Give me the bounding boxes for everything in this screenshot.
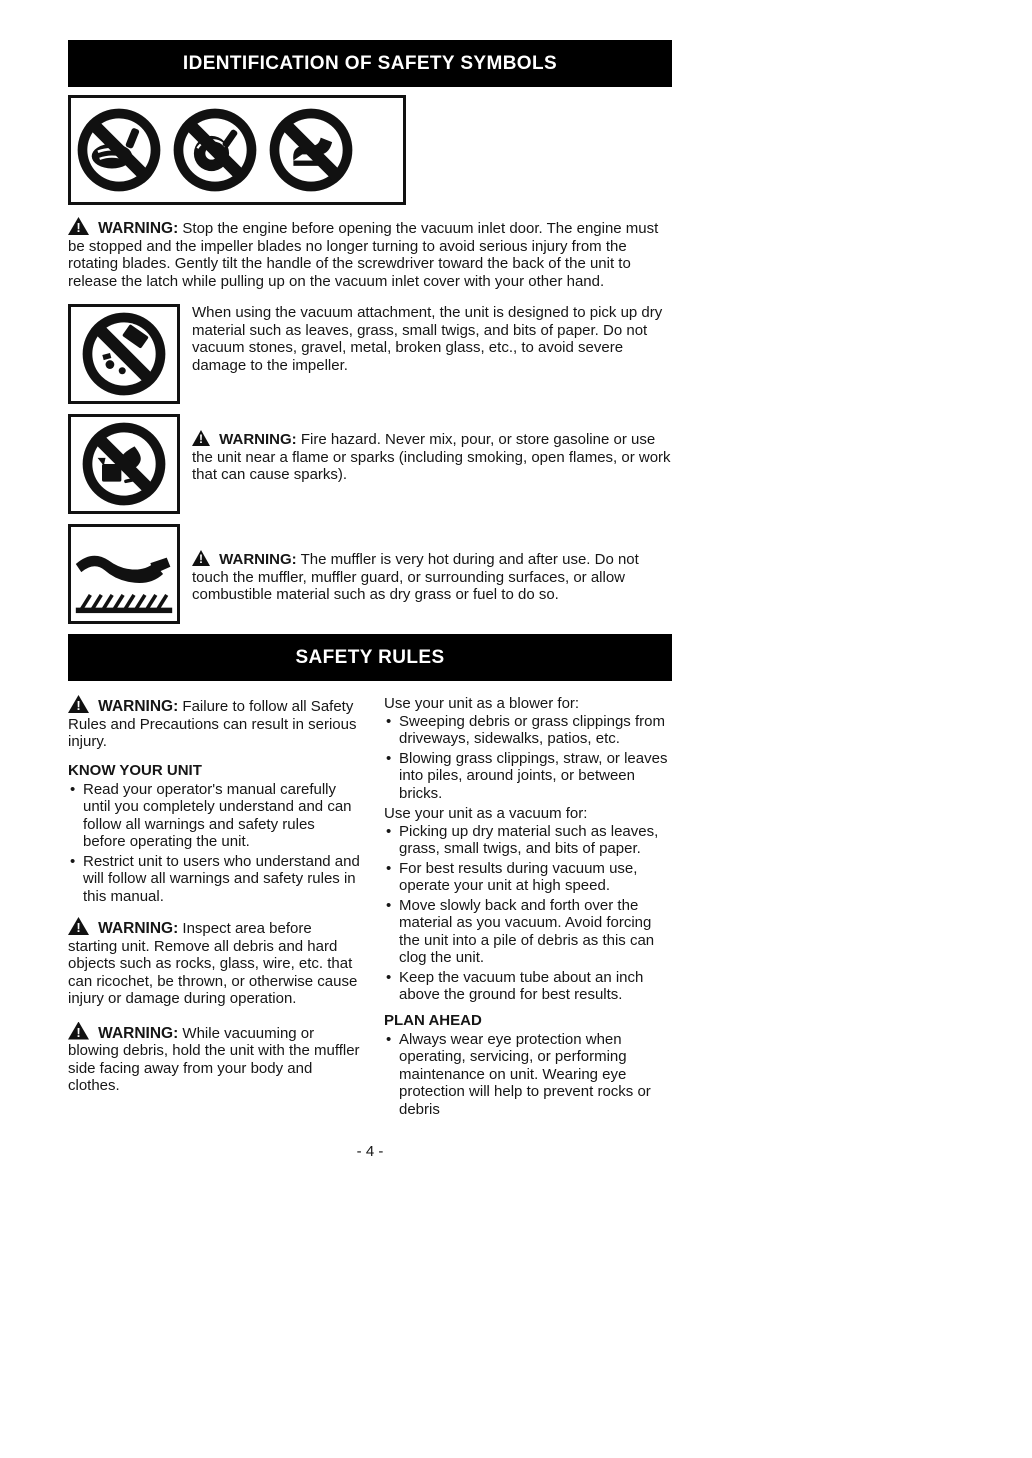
warning-text: Fire hazard. Never mix, pour, or store gasoline or use the unit near a flame or sparks (including smoking, open flames, or work that can cause sparks). — [192, 431, 671, 483]
page-number: - 4 - — [356, 1143, 384, 1160]
no-foot-near-blade-icon — [267, 106, 355, 194]
warning-label: WARNING: — [98, 1024, 179, 1042]
intro-warning-paragraph — [68, 217, 672, 290]
warning-triangle-icon — [192, 550, 210, 566]
safety-symbols-box — [68, 95, 406, 205]
list-item: • Read your operator's manual carefully until you completely understand and can follow all warnings and safety rules before operating the unit. — [68, 781, 360, 851]
symbol-row-hot-surface — [68, 524, 672, 624]
hot-surface-glyph — [74, 532, 174, 616]
vacuum-use-heading: Use your unit as a vacuum for: — [384, 805, 588, 822]
warning-text: While vacuuming or blowing debris, hold the unit with the muffler side facing away from your body and clothes. — [68, 1024, 360, 1094]
warning-triangle-icon — [192, 430, 210, 446]
no-flame-glyph — [80, 420, 168, 508]
plan-ahead-heading: PLAN AHEAD — [384, 1011, 482, 1029]
know-your-unit-heading: KNOW YOUR UNIT — [68, 761, 202, 779]
no-hand-near-blade-icon — [75, 106, 163, 194]
warning-label: WARNING: — [98, 698, 179, 715]
warning-triangle-icon — [68, 1022, 89, 1040]
vacuuming-warning-paragraph — [68, 1022, 360, 1095]
fire-warning-text — [192, 414, 672, 514]
plan-ahead-list — [384, 1031, 672, 1119]
hot-surface-icon — [68, 524, 180, 624]
warning-label: WARNING: — [98, 220, 179, 237]
inspect-warning-paragraph — [68, 917, 360, 1008]
warning-triangle-icon — [68, 695, 89, 713]
warning-label: WARNING: — [98, 920, 179, 937]
know-your-unit-list — [68, 781, 360, 906]
safety-rules-columns — [68, 695, 672, 1121]
warning-label: WARNING: — [219, 431, 297, 448]
blower-use-heading: Use your unit as a blower for: — [384, 695, 580, 712]
warning-triangle-icon — [68, 217, 89, 235]
list-item: • Keep the vacuum tube about an inch above the ground for best results. — [384, 969, 672, 1004]
warning-text: Stop the engine before opening the vacuum inlet door. The engine must be stopped and the impeller blades no longer turning to avoid serious injury from the rotating blades. Gently tilt the handle of the screwdriver toward the back of the unit to release the latch while pulling up on the vacuum inlet cover with your other hand. — [68, 220, 659, 290]
warning-text: The muffler is very hot during and after use. Do not touch the muffler, muffler guard, or surrounding surfaces, or allow combustible material such as dry grass or fuel to do so. — [192, 551, 639, 603]
warning-text: Failure to follow all Safety Rules and Precautions can result in serious injury. — [68, 698, 357, 750]
list-item: • Picking up dry material such as leaves, grass, small twigs, and bits of paper. — [384, 823, 672, 858]
list-item: • Move slowly back and forth over the material as you vacuum. Avoid forcing the unit into a pile of debris as this can clog the unit. — [384, 897, 672, 967]
vacuum-use-list — [384, 823, 672, 1004]
warning-label: WARNING: — [219, 551, 297, 568]
no-flame-icon — [68, 414, 180, 514]
symbol-row-vacuum — [68, 304, 672, 404]
list-item: • Sweeping debris or grass clippings from driveways, sidewalks, patios, etc. — [384, 713, 672, 748]
no-vacuum-hard-objects-glyph — [80, 310, 168, 398]
no-vacuum-hard-objects-icon — [68, 304, 180, 404]
safety-rules-left-column — [68, 695, 360, 1121]
list-item: • For best results during vacuum use, operate your unit at high speed. — [384, 860, 672, 895]
page-content — [68, 40, 672, 1160]
safety-rules-right-column — [384, 695, 672, 1121]
list-item: • Always wear eye protection when operating, servicing, or performing maintenance on unit. Wearing eye protection will help to prevent rocks or debris — [384, 1031, 672, 1119]
section-header-safety-rules — [68, 634, 672, 681]
section-title: SAFETY RULES — [295, 647, 445, 668]
failure-warning-paragraph — [68, 695, 360, 751]
section-title: IDENTIFICATION OF SAFETY SYMBOLS — [182, 53, 558, 74]
section-header-identification — [68, 40, 672, 87]
muffler-warning-text — [192, 524, 672, 624]
list-item: • Restrict unit to users who understand and will follow all warnings and safety rules in this manual. — [68, 853, 360, 906]
blower-use-list — [384, 713, 672, 803]
warning-triangle-icon — [68, 917, 89, 935]
list-item: • Blowing grass clippings, straw, or leaves into piles, around joints, or between bricks. — [384, 750, 672, 803]
warning-text: Inspect area before starting unit. Remove all debris and hard objects such as rocks, glass, wire, etc. that can ricochet, be thrown, or otherwise cause injury or damage during operation. — [68, 920, 358, 1007]
vacuum-attachment-text: When using the vacuum attachment, the unit is designed to pick up dry material such as leaves, grass, small twigs, and bits of paper. Do not vacuum stones, gravel, metal, broken glass, etc., to avoid severe damage to the impeller. — [192, 304, 663, 374]
no-blade-contact-icon — [171, 106, 259, 194]
symbol-row-fire — [68, 414, 672, 514]
